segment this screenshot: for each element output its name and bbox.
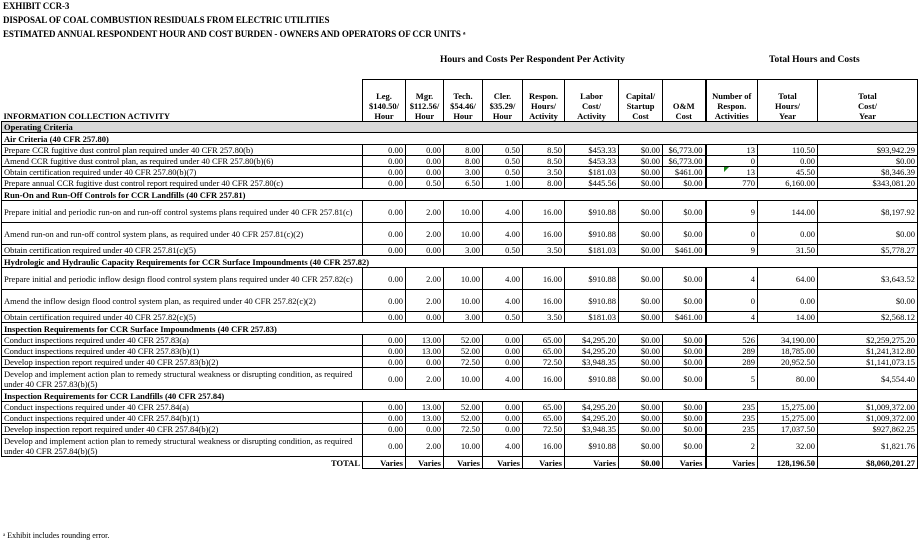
table-row	[2, 346, 918, 357]
section-header-row	[2, 323, 918, 335]
total-hours-cell: 64.00	[758, 268, 818, 290]
table-row	[2, 156, 918, 167]
technical-hours-cell: 52.00	[444, 413, 483, 424]
technical-hours-cell: 72.50	[444, 357, 483, 368]
legal-hours-cell: 0.00	[363, 312, 406, 323]
number-activities-cell: 289	[706, 357, 758, 368]
number-activities-cell: 0	[706, 223, 758, 245]
om-cost-cell: $0.00	[663, 178, 706, 189]
total-manager-hours-cell: Varies	[406, 457, 444, 469]
respondent-hours-cell: 65.00	[523, 346, 565, 357]
number-activities-cell: 4	[706, 268, 758, 290]
om-cost-cell: $0.00	[663, 402, 706, 413]
clerical-hours-cell: 4.00	[483, 368, 523, 390]
activity-cell: Develop inspection report required under 40 CFR 257.84(b)(2)	[2, 424, 363, 435]
column-header-total-cost: Total Cost/ Year	[818, 80, 918, 122]
legal-hours-cell: 0.00	[363, 335, 406, 346]
capital-cost-cell: $0.00	[619, 145, 663, 156]
capital-cost-cell: $0.00	[619, 402, 663, 413]
respondent-hours-cell: 65.00	[523, 413, 565, 424]
capital-cost-cell: $0.00	[619, 290, 663, 312]
om-cost-cell: $0.00	[663, 368, 706, 390]
total-row	[2, 457, 918, 469]
respondent-hours-cell: 65.00	[523, 402, 565, 413]
column-header-activity: INFORMATION COLLECTION ACTIVITY	[3, 111, 171, 121]
activity-cell: Obtain certification required under 40 CFR 257.81(c)(5)	[2, 245, 363, 256]
total-cost-cell: $8,346.39	[818, 167, 918, 178]
section-title: Air Criteria (40 CFR 257.80)	[2, 133, 918, 145]
per-respondent-group-header: Hours and Costs Per Respondent Per Activity	[440, 55, 625, 65]
legal-hours-cell: 0.00	[363, 245, 406, 256]
legal-hours-cell: 0.00	[363, 178, 406, 189]
manager-hours-cell: 13.00	[406, 402, 444, 413]
total-hours-cell: 18,785.00	[758, 346, 818, 357]
manager-hours-cell: 0.00	[406, 424, 444, 435]
clerical-hours-cell: 0.00	[483, 413, 523, 424]
clerical-hours-cell: 0.50	[483, 312, 523, 323]
legal-hours-cell: 0.00	[363, 402, 406, 413]
technical-hours-cell: 52.00	[444, 335, 483, 346]
manager-hours-cell: 0.50	[406, 178, 444, 189]
exhibit-description: ESTIMATED ANNUAL RESPONDENT HOUR AND COST BURDEN - OWNERS AND OPERATORS OF CCR UNITS ᵃ	[3, 29, 466, 39]
clerical-hours-cell: 0.00	[483, 402, 523, 413]
column-header-row	[2, 80, 918, 122]
om-cost-cell: $0.00	[663, 290, 706, 312]
capital-cost-cell: $0.00	[619, 268, 663, 290]
clerical-hours-cell: 4.00	[483, 435, 523, 457]
manager-hours-cell: 0.00	[406, 156, 444, 167]
labor-cost-cell: $453.33	[565, 156, 619, 167]
technical-hours-cell: 52.00	[444, 402, 483, 413]
labor-cost-cell: $4,295.20	[565, 413, 619, 424]
activity-cell: Conduct inspections required under 40 CFR 257.84(b)(1)	[2, 413, 363, 424]
activity-cell: Prepare initial and periodic run-on and run-off control systems plans required under 40 CFR 257.81(c)	[2, 201, 363, 223]
section-header-row	[2, 189, 918, 201]
om-cost-cell: $0.00	[663, 346, 706, 357]
legal-hours-cell: 0.00	[363, 346, 406, 357]
total-cost-cell: $343,081.20	[818, 178, 918, 189]
total-hours-cell: 31.50	[758, 245, 818, 256]
capital-cost-cell: $0.00	[619, 435, 663, 457]
number-activities-cell: 0	[706, 290, 758, 312]
manager-hours-cell: 2.00	[406, 223, 444, 245]
technical-hours-cell: 3.00	[444, 167, 483, 178]
total-cost-cell: $1,241,312.80	[818, 346, 918, 357]
table-row	[2, 413, 918, 424]
number-activities-cell: 0	[706, 156, 758, 167]
manager-hours-cell: 13.00	[406, 335, 444, 346]
legal-hours-cell: 0.00	[363, 268, 406, 290]
total-cost-cell: $1,009,372.00	[818, 402, 918, 413]
legal-hours-cell: 0.00	[363, 413, 406, 424]
number-activities-cell: 4	[706, 312, 758, 323]
om-cost-cell: $461.00	[663, 245, 706, 256]
total-cost-cell: $5,778.27	[818, 245, 918, 256]
respondent-hours-cell: 8.50	[523, 145, 565, 156]
table-row	[2, 312, 918, 323]
technical-hours-cell: 52.00	[444, 346, 483, 357]
clerical-hours-cell: 1.00	[483, 178, 523, 189]
column-header-legal: Leg. $140.50/ Hour	[363, 80, 406, 122]
footnote: ᵃ Exhibit includes rounding error.	[3, 531, 110, 540]
total-hours-cell: 17,037.50	[758, 424, 818, 435]
section-title: Run-On and Run-Off Controls for CCR Landfills (40 CFR 257.81)	[2, 189, 918, 201]
legal-hours-cell: 0.00	[363, 223, 406, 245]
activity-cell: Conduct inspections required under 40 CFR 257.84(a)	[2, 402, 363, 413]
table-row	[2, 268, 918, 290]
total-cost-cell: $8,197.92	[818, 201, 918, 223]
table-row	[2, 245, 918, 256]
number-activities-cell: 13	[706, 167, 758, 178]
table-row	[2, 435, 918, 457]
activity-cell: Conduct inspections required under 40 CFR 257.83(b)(1)	[2, 346, 363, 357]
capital-cost-cell: $0.00	[619, 312, 663, 323]
labor-cost-cell: $3,948.35	[565, 357, 619, 368]
number-activities-cell: 526	[706, 335, 758, 346]
capital-cost-cell: $0.00	[619, 346, 663, 357]
om-cost-cell: $6,773.00	[663, 145, 706, 156]
om-cost-cell: $0.00	[663, 201, 706, 223]
number-activities-cell: 9	[706, 201, 758, 223]
clerical-hours-cell: 4.00	[483, 290, 523, 312]
capital-cost-cell: $0.00	[619, 335, 663, 346]
capital-cost-cell: $0.00	[619, 245, 663, 256]
activity-cell: Conduct inspections required under 40 CFR 257.83(a)	[2, 335, 363, 346]
total-labor-cost-cell: Varies	[565, 457, 619, 469]
number-activities-cell: 5	[706, 368, 758, 390]
capital-cost-cell: $0.00	[619, 413, 663, 424]
number-activities-cell: 2	[706, 435, 758, 457]
clerical-hours-cell: 0.00	[483, 335, 523, 346]
table-row	[2, 368, 918, 390]
activity-cell: Obtain certification required under 40 CFR 257.82(c)(5)	[2, 312, 363, 323]
labor-cost-cell: $4,295.20	[565, 335, 619, 346]
total-hours-cell: 15,275.00	[758, 402, 818, 413]
total-cost-cell: $0.00	[818, 290, 918, 312]
manager-hours-cell: 2.00	[406, 201, 444, 223]
technical-hours-cell: 8.00	[444, 156, 483, 167]
manager-hours-cell: 0.00	[406, 167, 444, 178]
activity-cell: Amend run-on and run-off control system plans, as required under 40 CFR 257.81(c)(2)	[2, 223, 363, 245]
clerical-hours-cell: 4.00	[483, 223, 523, 245]
total-hours-cell: 6,160.00	[758, 178, 818, 189]
clerical-hours-cell: 0.50	[483, 245, 523, 256]
technical-hours-cell: 10.00	[444, 201, 483, 223]
om-cost-cell: $0.00	[663, 223, 706, 245]
activity-cell: Amend CCR fugitive dust control plan, as required under 40 CFR 257.80(b)(6)	[2, 156, 363, 167]
clerical-hours-cell: 0.50	[483, 156, 523, 167]
column-header-manager: Mgr. $112.56/ Hour	[406, 80, 444, 122]
clerical-hours-cell: 0.50	[483, 145, 523, 156]
technical-hours-cell: 10.00	[444, 368, 483, 390]
total-number-activities-cell: Varies	[706, 457, 758, 469]
total-group-header: Total Hours and Costs	[769, 55, 860, 65]
operating-criteria-label: Operating Criteria	[2, 122, 918, 133]
capital-cost-cell: $0.00	[619, 368, 663, 390]
total-total-hours-cell: 128,196.50	[758, 457, 818, 469]
clerical-hours-cell: 0.50	[483, 167, 523, 178]
total-hours-cell: 0.00	[758, 156, 818, 167]
total-label: TOTAL	[2, 457, 363, 469]
total-hours-cell: 45.50	[758, 167, 818, 178]
technical-hours-cell: 72.50	[444, 424, 483, 435]
manager-hours-cell: 0.00	[406, 312, 444, 323]
labor-cost-cell: $445.56	[565, 178, 619, 189]
om-cost-cell: $0.00	[663, 424, 706, 435]
technical-hours-cell: 6.50	[444, 178, 483, 189]
activity-cell: Develop and implement action plan to remedy structural weakness or disrupting condition, as required under 40 CFR 257.84(b)(5)	[2, 435, 363, 457]
table-body	[2, 122, 918, 469]
number-activities-cell: 235	[706, 424, 758, 435]
section-header-row	[2, 256, 918, 268]
capital-cost-cell: $0.00	[619, 178, 663, 189]
total-hours-cell: 34,190.00	[758, 335, 818, 346]
labor-cost-cell: $910.88	[565, 435, 619, 457]
total-cost-cell: $0.00	[818, 223, 918, 245]
total-cost-cell: $1,009,372.00	[818, 413, 918, 424]
total-om-cost-cell: Varies	[663, 457, 706, 469]
table-row	[2, 357, 918, 368]
total-hours-cell: 0.00	[758, 223, 818, 245]
legal-hours-cell: 0.00	[363, 424, 406, 435]
legal-hours-cell: 0.00	[363, 368, 406, 390]
total-respondent-hours-cell: Varies	[523, 457, 565, 469]
respondent-hours-cell: 16.00	[523, 223, 565, 245]
respondent-hours-cell: 16.00	[523, 268, 565, 290]
labor-cost-cell: $910.88	[565, 290, 619, 312]
total-cost-cell: $2,568.12	[818, 312, 918, 323]
om-cost-cell: $0.00	[663, 357, 706, 368]
respondent-hours-cell: 16.00	[523, 368, 565, 390]
total-cost-cell: $0.00	[818, 156, 918, 167]
manager-hours-cell: 13.00	[406, 413, 444, 424]
respondent-hours-cell: 8.00	[523, 178, 565, 189]
column-header-technical: Tech. $54.46/ Hour	[444, 80, 483, 122]
labor-cost-cell: $910.88	[565, 201, 619, 223]
total-cost-cell: $4,554.40	[818, 368, 918, 390]
activity-cell: Prepare annual CCR fugitive dust control report required under 40 CFR 257.80(c)	[2, 178, 363, 189]
capital-cost-cell: $0.00	[619, 357, 663, 368]
technical-hours-cell: 10.00	[444, 223, 483, 245]
manager-hours-cell: 0.00	[406, 245, 444, 256]
column-header-clerical: Cler. $35.29/ Hour	[483, 80, 523, 122]
section-title: Inspection Requirements for CCR Surface Impoundments (40 CFR 257.83)	[2, 323, 918, 335]
manager-hours-cell: 0.00	[406, 357, 444, 368]
respondent-hours-cell: 72.50	[523, 424, 565, 435]
total-hours-cell: 144.00	[758, 201, 818, 223]
table-row	[2, 424, 918, 435]
total-cost-cell: $2,259,275.20	[818, 335, 918, 346]
respondent-hours-cell: 8.50	[523, 156, 565, 167]
table-row	[2, 290, 918, 312]
labor-cost-cell: $453.33	[565, 145, 619, 156]
total-cost-cell: $927,862.25	[818, 424, 918, 435]
technical-hours-cell: 3.00	[444, 245, 483, 256]
total-hours-cell: 110.50	[758, 145, 818, 156]
exhibit-title: EXHIBIT CCR-3	[3, 1, 70, 11]
activity-cell: Prepare initial and periodic inflow design flood control system plans required under 40 CFR 257.82(c)	[2, 268, 363, 290]
manager-hours-cell: 2.00	[406, 268, 444, 290]
total-cost-cell: $3,643.52	[818, 268, 918, 290]
om-cost-cell: $0.00	[663, 268, 706, 290]
total-cost-cell: $93,942.29	[818, 145, 918, 156]
total-legal-hours-cell: Varies	[363, 457, 406, 469]
total-hours-cell: 20,952.50	[758, 357, 818, 368]
labor-cost-cell: $3,948.35	[565, 424, 619, 435]
labor-cost-cell: $181.03	[565, 167, 619, 178]
table-row	[2, 223, 918, 245]
column-header-total-hours: Total Hours/ Year	[758, 80, 818, 122]
labor-cost-cell: $181.03	[565, 312, 619, 323]
table-row	[2, 201, 918, 223]
capital-cost-cell: $0.00	[619, 167, 663, 178]
number-activities-cell: 770	[706, 178, 758, 189]
section-title: Inspection Requirements for CCR Landfills (40 CFR 257.84)	[2, 390, 918, 402]
technical-hours-cell: 8.00	[444, 145, 483, 156]
labor-cost-cell: $910.88	[565, 368, 619, 390]
manager-hours-cell: 2.00	[406, 435, 444, 457]
respondent-hours-cell: 3.50	[523, 167, 565, 178]
legal-hours-cell: 0.00	[363, 435, 406, 457]
total-technical-hours-cell: Varies	[444, 457, 483, 469]
technical-hours-cell: 10.00	[444, 268, 483, 290]
clerical-hours-cell: 0.00	[483, 357, 523, 368]
number-activities-cell: 235	[706, 413, 758, 424]
labor-cost-cell: $4,295.20	[565, 346, 619, 357]
number-activities-cell: 13	[706, 145, 758, 156]
column-header-capital-cost: Capital/ Startup Cost	[619, 80, 663, 122]
burden-table	[1, 79, 918, 469]
total-hours-cell: 80.00	[758, 368, 818, 390]
om-cost-cell: $6,773.00	[663, 156, 706, 167]
clerical-hours-cell: 4.00	[483, 268, 523, 290]
capital-cost-cell: $0.00	[619, 223, 663, 245]
clerical-hours-cell: 0.00	[483, 424, 523, 435]
comment-marker-icon	[724, 167, 729, 172]
labor-cost-cell: $910.88	[565, 268, 619, 290]
labor-cost-cell: $4,295.20	[565, 402, 619, 413]
total-hours-cell: 15,275.00	[758, 413, 818, 424]
labor-cost-cell: $181.03	[565, 245, 619, 256]
capital-cost-cell: $0.00	[619, 424, 663, 435]
clerical-hours-cell: 0.00	[483, 346, 523, 357]
table-row	[2, 178, 918, 189]
legal-hours-cell: 0.00	[363, 201, 406, 223]
clerical-hours-cell: 4.00	[483, 201, 523, 223]
total-clerical-hours-cell: Varies	[483, 457, 523, 469]
manager-hours-cell: 13.00	[406, 346, 444, 357]
total-total-cost-cell: $8,060,201.27	[818, 457, 918, 469]
table-row	[2, 167, 918, 178]
om-cost-cell: $0.00	[663, 335, 706, 346]
section-title: Hydrologic and Hydraulic Capacity Requirements for CCR Surface Impoundments (40 CFR 257.82)	[2, 256, 918, 268]
number-activities-cell: 9	[706, 245, 758, 256]
legal-hours-cell: 0.00	[363, 167, 406, 178]
om-cost-cell: $0.00	[663, 435, 706, 457]
table-row	[2, 145, 918, 156]
technical-hours-cell: 3.00	[444, 312, 483, 323]
respondent-hours-cell: 72.50	[523, 357, 565, 368]
capital-cost-cell: $0.00	[619, 156, 663, 167]
manager-hours-cell: 2.00	[406, 368, 444, 390]
technical-hours-cell: 10.00	[444, 435, 483, 457]
column-header-labor-cost: Labor Cost/ Activity	[565, 80, 619, 122]
section-header-row	[2, 133, 918, 145]
activity-cell: Prepare CCR fugitive dust control plan required under 40 CFR 257.80(b)	[2, 145, 363, 156]
legal-hours-cell: 0.00	[363, 145, 406, 156]
om-cost-cell: $0.00	[663, 413, 706, 424]
table-row	[2, 402, 918, 413]
number-activities-cell: 235	[706, 402, 758, 413]
respondent-hours-cell: 3.50	[523, 245, 565, 256]
respondent-hours-cell: 16.00	[523, 290, 565, 312]
operating-criteria-row	[2, 122, 918, 133]
activity-cell: Obtain certification required under 40 CFR 257.80(b)(7)	[2, 167, 363, 178]
activity-cell: Amend the inflow design flood control system plan, as required under 40 CFR 257.82(c)(2)	[2, 290, 363, 312]
technical-hours-cell: 10.00	[444, 290, 483, 312]
column-header-respondent-hours: Respon. Hours/ Activity	[523, 80, 565, 122]
respondent-hours-cell: 65.00	[523, 335, 565, 346]
column-header-number-activities: Number of Respon. Activities	[706, 80, 758, 122]
respondent-hours-cell: 16.00	[523, 435, 565, 457]
legal-hours-cell: 0.00	[363, 290, 406, 312]
respondent-hours-cell: 3.50	[523, 312, 565, 323]
section-header-row	[2, 390, 918, 402]
total-cost-cell: $1,141,073.15	[818, 357, 918, 368]
total-capital-cost-cell: $0.00	[619, 457, 663, 469]
legal-hours-cell: 0.00	[363, 357, 406, 368]
activity-cell: Develop and implement action plan to remedy structural weakness or disrupting condition, as required under 40 CFR 257.83(b)(5)	[2, 368, 363, 390]
respondent-hours-cell: 16.00	[523, 201, 565, 223]
manager-hours-cell: 0.00	[406, 145, 444, 156]
labor-cost-cell: $910.88	[565, 223, 619, 245]
activity-cell: Develop inspection report required under 40 CFR 257.83(b)(2)	[2, 357, 363, 368]
manager-hours-cell: 2.00	[406, 290, 444, 312]
capital-cost-cell: $0.00	[619, 201, 663, 223]
exhibit-subtitle: DISPOSAL OF COAL COMBUSTION RESIDUALS FROM ELECTRIC UTILITIES	[3, 15, 330, 25]
total-hours-cell: 14.00	[758, 312, 818, 323]
column-header-om-cost: O&M Cost	[663, 80, 706, 122]
om-cost-cell: $461.00	[663, 312, 706, 323]
number-activities-cell: 289	[706, 346, 758, 357]
om-cost-cell: $461.00	[663, 167, 706, 178]
legal-hours-cell: 0.00	[363, 156, 406, 167]
total-cost-cell: $1,821.76	[818, 435, 918, 457]
total-hours-cell: 32.00	[758, 435, 818, 457]
total-hours-cell: 0.00	[758, 290, 818, 312]
table-row	[2, 335, 918, 346]
